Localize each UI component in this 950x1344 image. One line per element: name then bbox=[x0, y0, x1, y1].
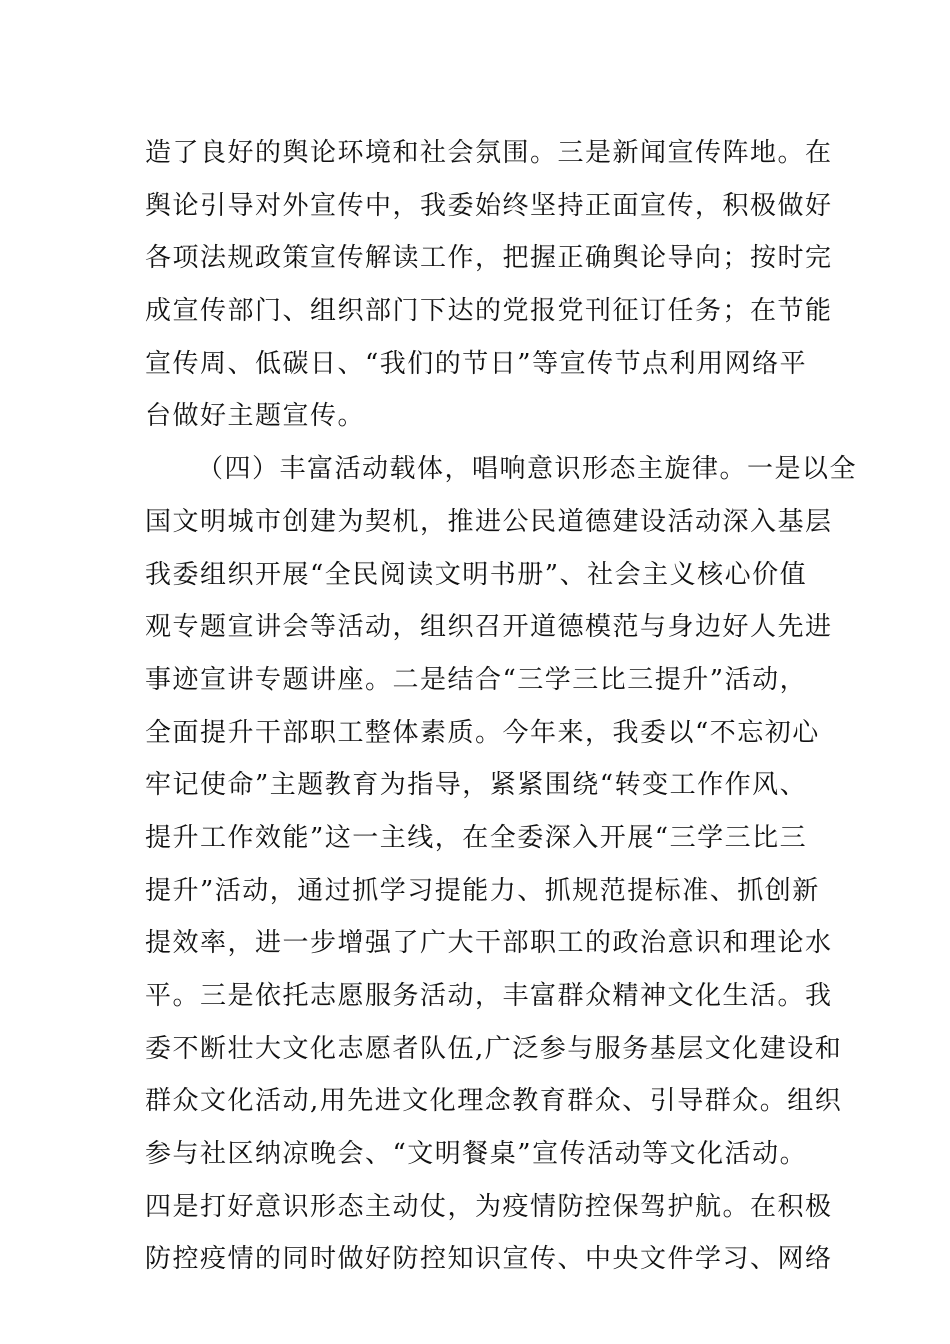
text-line: 国文明城市创建为契机，推进公民道德建设活动深入基层 bbox=[145, 506, 833, 537]
text-line: 平。三是依托志愿服务活动，丰富群众精神文化生活。我 bbox=[145, 981, 833, 1011]
text-line: 群众文化活动,用先进文化理念教育群众、引导群众。组织 bbox=[145, 1086, 843, 1117]
text-line: 成宣传部门、组织部门下达的党报党刊征订任务；在节能 bbox=[145, 296, 833, 327]
text-line: 委不断壮大文化志愿者队伍,广泛参与服务基层文化建设和 bbox=[145, 1033, 843, 1064]
text-line: 四是打好意识形态主动仗，为疫情防控保驾护航。在积极 bbox=[145, 1191, 833, 1222]
text-line: 宣传周、低碳日、“我们的节日”等宣传节点利用网络平 bbox=[145, 348, 808, 379]
text-line: 各项法规政策宣传解读工作，把握正确舆论导向；按时完 bbox=[145, 243, 833, 274]
text-line: 造了良好的舆论环境和社会氛围。三是新闻宣传阵地。在 bbox=[145, 138, 833, 168]
document-body bbox=[145, 127, 858, 1286]
text-line: 提效率，进一步增强了广大干部职工的政治意识和理论水 bbox=[145, 928, 833, 959]
text-line: 观专题宣讲会等活动，组织召开道德模范与身边好人先进 bbox=[145, 612, 833, 643]
text-line: 参与社区纳凉晚会、“文明餐桌”宣传活动等文化活动。 bbox=[145, 1139, 808, 1170]
text-line: 提升工作效能”这一主线，在全委深入开展“三学三比三 bbox=[145, 822, 808, 853]
text-line: 我委组织开展“全民阅读文明书册”、社会主义核心价值 bbox=[145, 559, 808, 590]
text-line: 防控疫情的同时做好防控知识宣传、中央文件学习、网络 bbox=[145, 1244, 833, 1275]
text-line: 事迹宣讲专题讲座。二是结合“三学三比三提升”活动， bbox=[145, 664, 808, 695]
text-line: 提升”活动，通过抓学习提能力、抓规范提标准、抓创新 bbox=[145, 875, 820, 906]
text-line: 台做好主题宣传。 bbox=[145, 401, 366, 432]
section-heading-line: （四）丰富活动载体，唱响意识形态主旋律。一是以全 bbox=[197, 454, 858, 485]
text-line: 舆论引导对外宣传中，我委始终坚持正面宣传，积极做好 bbox=[145, 190, 833, 221]
text-line: 牢记使命”主题教育为指导，紧紧围绕“转变工作作风、 bbox=[145, 770, 808, 801]
text-line: 全面提升干部职工整体素质。今年来，我委以“不忘初心 bbox=[145, 717, 820, 748]
